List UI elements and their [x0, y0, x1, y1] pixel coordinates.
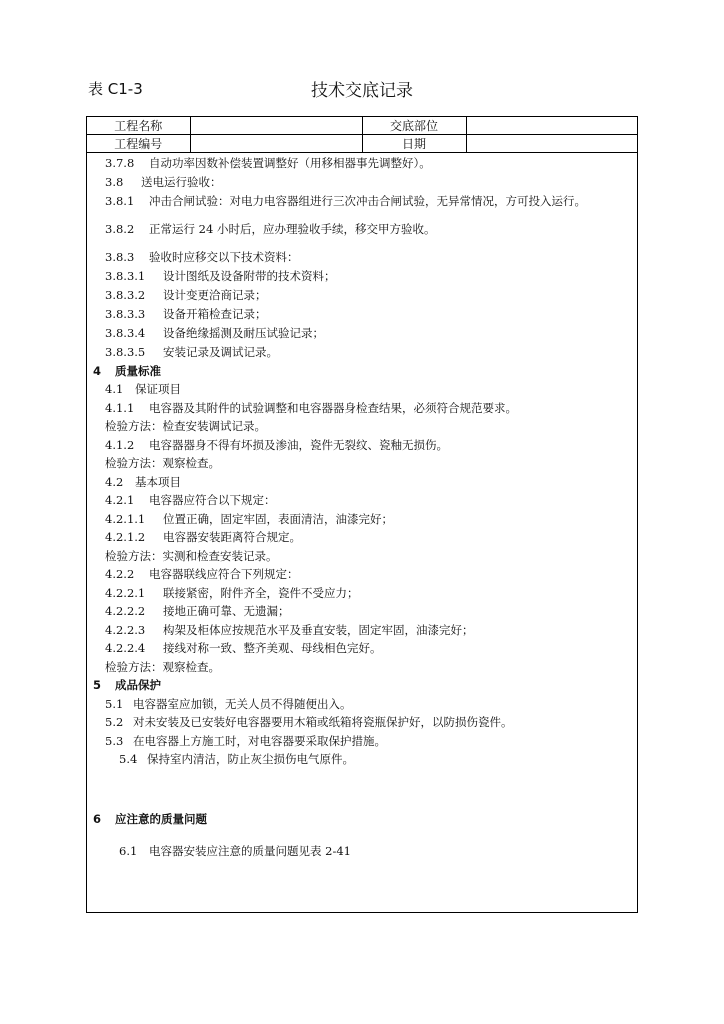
content-line: 4.2.1 电容器应符合以下规定： [105, 493, 276, 507]
project-name-value[interactable] [190, 117, 362, 135]
section-heading: 6 应注意的质量问题 [93, 812, 207, 826]
project-info-table [87, 117, 637, 153]
content-line: 4.2.2.1 联接紧密，附件齐全，瓷件不受应力； [105, 586, 359, 600]
content-line: 3.8.1 冲击合闸试验：对电力电容器组进行三次冲击合闸试验，无异常情况，方可投入运行。 [105, 194, 586, 208]
content-line: 4.1.1 电容器及其附件的试验调整和电容器器身检查结果，必须符合规范要求。 [105, 401, 517, 415]
content-line: 5.2 对未安装及已安装好电容器要用木箱或纸箱将瓷瓶保护好，以防损伤瓷件。 [105, 715, 513, 729]
project-name-label: 工程名称 [87, 117, 190, 135]
form-code: 表 C1-3 [88, 80, 143, 98]
record-frame [86, 116, 638, 913]
content-line: 3.8.3.1 设计图纸及设备附带的技术资料； [105, 269, 336, 283]
content-line: 3.8.3.3 设备开箱检查记录； [105, 307, 267, 321]
date-label: 日期 [362, 135, 466, 153]
content-line: 4.1.2 电容器器身不得有坏损及渗油，瓷件无裂纹、瓷釉无损伤。 [105, 438, 448, 452]
section-heading: 5 成品保护 [93, 678, 161, 692]
disclosure-part-label: 交底部位 [362, 117, 466, 135]
content-line: 4.1 保证项目 [105, 382, 181, 396]
content-line: 检验方法：观察检查。 [105, 660, 220, 674]
content-line: 3.8 送电运行验收： [105, 175, 222, 189]
content-line: 检验方法：检查安装调试记录。 [105, 419, 266, 433]
document-title: 技术交底记录 [311, 81, 413, 101]
content-line: 检验方法：实测和检查安装记录。 [105, 549, 278, 563]
content-line: 检验方法：观察检查。 [105, 456, 220, 470]
content-line: 4.2.2.3 构架及柜体应按规范水平及垂直安装，固定牢固，油漆完好； [105, 623, 474, 637]
project-no-label: 工程编号 [87, 135, 190, 153]
content-line: 5.1 电容器室应加锁，无关人员不得随便出入。 [105, 697, 352, 711]
content-line: 5.4 保持室内清洁，防止灰尘损伤电气原件。 [119, 752, 354, 766]
content-line: 4.2.2.2 接地正确可靠、无遗漏； [105, 604, 290, 618]
content-line: 3.8.3 验收时应移交以下技术资料： [105, 250, 299, 264]
content-line: 3.8.3.5 安装记录及调试记录。 [105, 345, 278, 359]
content-line: 3.8.3.4 设备绝缘摇测及耐压试验记录； [105, 326, 324, 340]
content-line: 3.8.2 正常运行 24 小时后，应办理验收手续，移交甲方验收。 [105, 222, 436, 236]
date-value[interactable] [466, 135, 637, 153]
content-line: 4.2.2.4 接线对称一致、整齐美观、母线相色完好。 [105, 641, 382, 655]
content-line: 5.3 在电容器上方施工时，对电容器要采取保护措施。 [105, 734, 386, 748]
content-line: 6.1 电容器安装应注意的质量问题见表 2-41 [119, 844, 351, 858]
content-line: 4.2.1.2 电容器安装距离符合规定。 [105, 530, 301, 544]
content-line: 4.2.1.1 位置正确，固定牢固，表面清洁，油漆完好； [105, 512, 393, 526]
content-line: 4.2 基本项目 [105, 475, 181, 489]
disclosure-part-value[interactable] [466, 117, 637, 135]
content-line: 3.8.3.2 设计变更洽商记录； [105, 288, 267, 302]
section-heading: 4 质量标准 [93, 364, 161, 378]
content-line: 3.7.8 自动功率因数补偿装置调整好（用移相器事先调整好）。 [105, 156, 431, 170]
content-line: 4.2.2 电容器联线应符合下列规定： [105, 567, 299, 581]
project-no-value[interactable] [190, 135, 362, 153]
